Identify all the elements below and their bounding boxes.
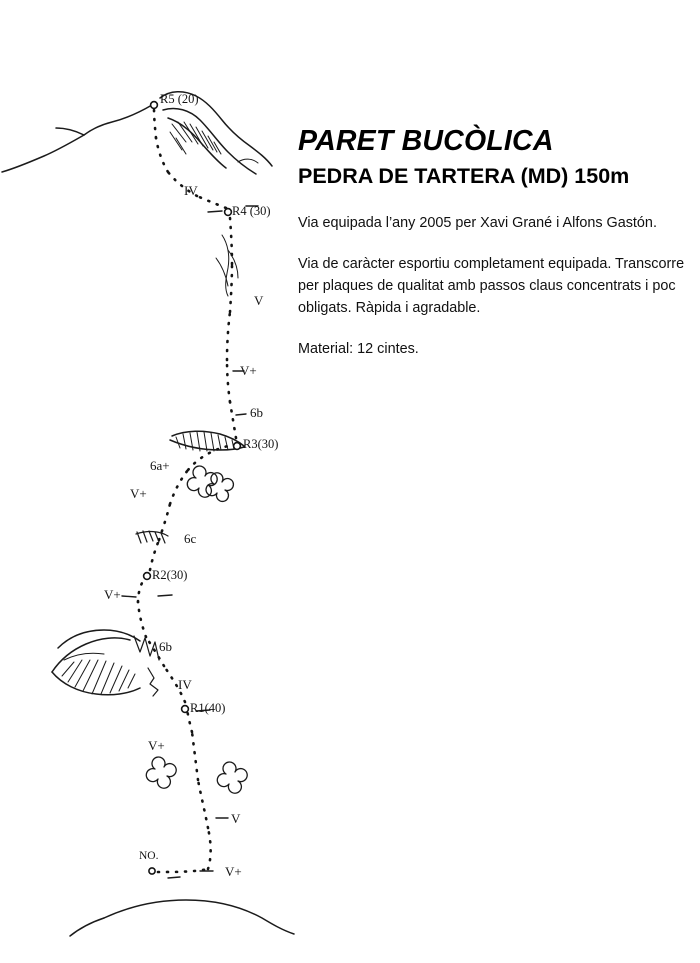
- grade-label-6b-p4: 6b: [250, 405, 263, 420]
- description-paragraph-1: Via equipada l’any 2005 per Xavi Grané i Alfons Gastón.: [298, 214, 657, 231]
- top-outcrop-lower: [163, 108, 256, 174]
- description-paragraph-3: Material: 12 cintes.: [298, 340, 419, 357]
- page-title: PARET BUCÒLICA: [298, 125, 554, 157]
- lower-rock-line: [64, 653, 104, 660]
- topo-drawing: [0, 0, 300, 963]
- grade-label-vplus-p4: V+: [240, 363, 257, 378]
- belay-label-r2: R2(30): [152, 568, 188, 582]
- skyline-ridge: [2, 105, 152, 172]
- route-description: [298, 126, 690, 379]
- grade-label-vplus-p1: V+: [148, 738, 165, 753]
- route-line: [138, 108, 236, 872]
- grade-label-6b-p2: 6b: [159, 639, 172, 654]
- topo-svg: [0, 0, 300, 963]
- marker-label-no: NO.: [139, 850, 159, 862]
- roof-hatching-6c: [136, 531, 168, 543]
- flake-spikes-lower: [148, 668, 158, 696]
- grade-label-iv-p5: IV: [184, 183, 198, 198]
- ground-line-left: [70, 918, 104, 936]
- ground-line: [104, 900, 294, 934]
- belay-label-r1: R1(40): [190, 701, 226, 715]
- grade-label-iv-p2: IV: [178, 677, 192, 692]
- grade-label-v-p4: V: [254, 293, 264, 308]
- grade-label-vplus-p2: V+: [104, 587, 121, 602]
- grade-label-v-p1: V: [231, 811, 241, 826]
- top-rock-detail: [238, 159, 258, 163]
- grade-label-6aplus-p3: 6a+: [150, 458, 170, 473]
- belay-label-r4: R4 (30): [232, 204, 271, 218]
- grade-label-6c-p3: 6c: [184, 531, 197, 546]
- belay-markers: [144, 102, 241, 875]
- skyline-branch: [56, 128, 84, 135]
- belay-label-r3: R3(30): [243, 437, 279, 451]
- belay-label-r5: R5 (20): [160, 92, 199, 106]
- grade-label-vplus-p3: V+: [130, 486, 147, 501]
- slab-edge-upper: [222, 235, 229, 296]
- page-subtitle: PEDRA DE TARTERA (MD) 150m: [298, 164, 630, 189]
- description-paragraph-2: Via de caràcter esportiu completament equipada. Transcorre per plaques de qualitat amb passos claus concentrats i poc obligats. Ràpida i agradable.: [298, 255, 685, 316]
- grade-label-vplus-start: V+: [225, 864, 242, 879]
